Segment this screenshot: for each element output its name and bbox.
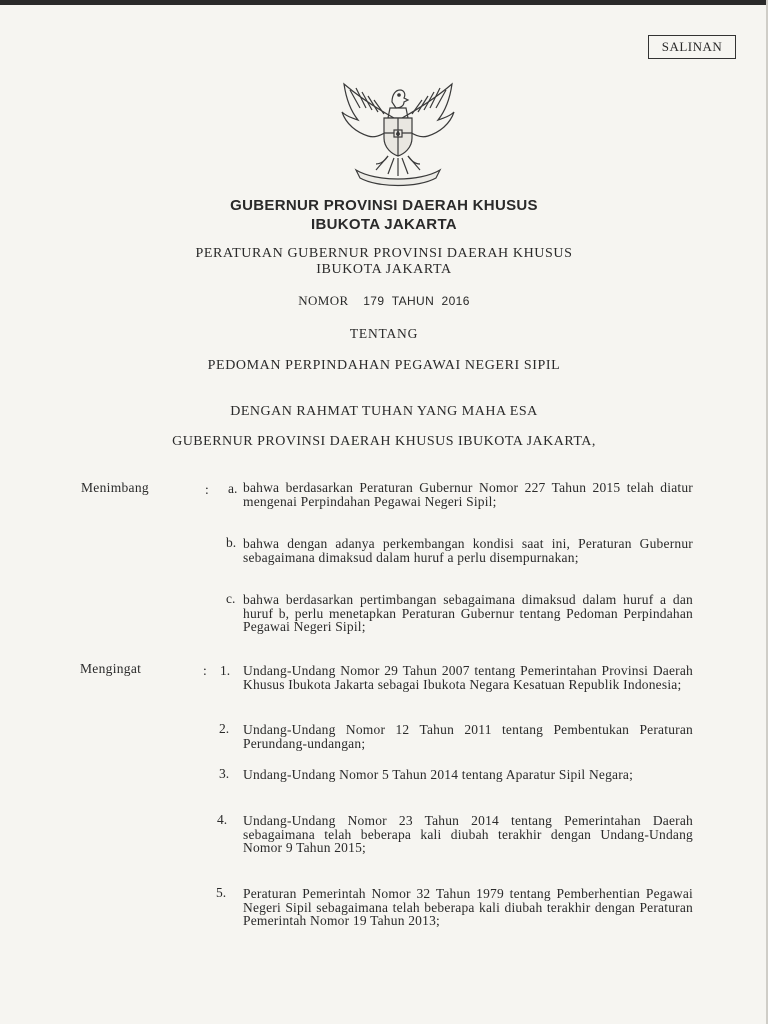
regulation-title-line2: IBUKOTA JAKARTA xyxy=(316,262,452,277)
mengingat-item-1: Undang-Undang Nomor 29 Tahun 2007 tentang Pemerintahan Provinsi Daerah Khusus Ibukota Jakarta sebagai Ibukota Negara Kesatuan Republik Indonesia; xyxy=(243,663,693,692)
mengingat-mark-1: 1. xyxy=(220,663,231,678)
preamble-line1: DENGAN RAHMAT TUHAN YANG MAHA ESA xyxy=(230,404,538,419)
garuda-emblem-icon xyxy=(336,78,460,188)
mengingat-label: Mengingat xyxy=(80,661,142,676)
menimbang-colon: : xyxy=(205,482,209,497)
scan-top-border xyxy=(0,0,768,5)
regulation-title-line1: PERATURAN GUBERNUR PROVINSI DAERAH KHUSUS xyxy=(195,246,573,261)
mengingat-mark-4: 4. xyxy=(217,812,228,827)
mengingat-colon: : xyxy=(203,663,207,678)
mengingat-mark-5: 5. xyxy=(216,885,227,900)
nomor-value: 179 xyxy=(363,294,385,308)
preamble-line2: GUBERNUR PROVINSI DAERAH KHUSUS IBUKOTA JAKARTA, xyxy=(172,434,596,449)
tahun-value: 2016 xyxy=(441,294,470,308)
menimbang-item-b: bahwa dengan adanya perkembangan kondisi saat ini, Peraturan Gubernur sebagaimana dimaksud dalam huruf a perlu disempurnakan; xyxy=(243,536,693,565)
mengingat-item-4: Undang-Undang Nomor 23 Tahun 2014 tentang Pemerintahan Daerah sebagaimana telah beberapa kali diubah terakhir dengan Undang-Undang Nomor 9 Tahun 2015; xyxy=(243,813,693,855)
governor-title-line2: IBUKOTA JAKARTA xyxy=(311,216,457,233)
regulation-number xyxy=(0,293,768,309)
menimbang-mark-b: b. xyxy=(226,535,237,550)
tahun-label: TAHUN xyxy=(391,294,435,308)
menimbang-mark-a: a. xyxy=(228,481,238,496)
tentang-heading: TENTANG xyxy=(349,326,419,341)
nomor-label: NOMOR xyxy=(298,293,349,308)
governor-title-line1: GUBERNUR PROVINSI DAERAH KHUSUS xyxy=(230,197,538,214)
mengingat-mark-2: 2. xyxy=(219,721,230,736)
mengingat-item-5: Peraturan Pemerintah Nomor 32 Tahun 1979 tentang Pemberhentian Pegawai Negeri Sipil sebagaimana telah beberapa kali diubah terakhir dengan Peraturan Pemerintah Nomor 19 Tahun 2013; xyxy=(243,886,693,928)
mengingat-mark-3: 3. xyxy=(219,766,230,781)
menimbang-item-a: bahwa berdasarkan Peraturan Gubernur Nomor 227 Tahun 2015 telah diatur mengenai Perpindahan Pegawai Negeri Sipil; xyxy=(243,480,693,509)
menimbang-item-c: bahwa berdasarkan pertimbangan sebagaimana dimaksud dalam huruf a dan huruf b, perlu menetapkan Peraturan Gubernur tentang Pedoman Perpindahan Pegawai Negeri Sipil; xyxy=(243,592,693,634)
menimbang-label: Menimbang xyxy=(81,480,149,495)
regulation-subject: PEDOMAN PERPINDAHAN PEGAWAI NEGERI SIPIL xyxy=(207,358,561,373)
menimbang-mark-c: c. xyxy=(226,591,236,606)
mengingat-item-3: Undang-Undang Nomor 5 Tahun 2014 tentang Aparatur Sipil Negara; xyxy=(243,767,634,782)
mengingat-item-2: Undang-Undang Nomor 12 Tahun 2011 tentang Pembentukan Peraturan Perundang-undangan; xyxy=(243,722,693,751)
salinan-stamp: SALINAN xyxy=(648,35,736,59)
